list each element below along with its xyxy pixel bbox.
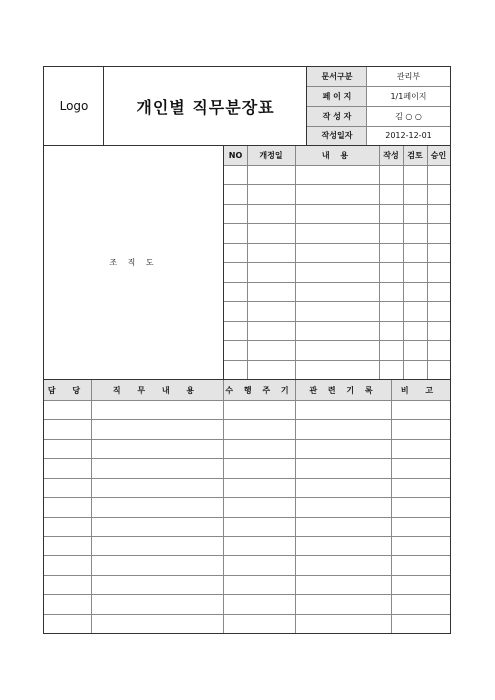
divider [307, 126, 450, 127]
rev-row-line [224, 262, 450, 263]
duty-col-line [391, 380, 392, 633]
logo: Logo [59, 99, 89, 113]
rev-row-line [224, 340, 450, 341]
duty-row-line [44, 419, 450, 420]
rev-col-line [403, 146, 404, 379]
duty-row-line [44, 575, 450, 576]
rev-row-line [224, 301, 450, 302]
rev-col-line [427, 146, 428, 379]
duty-row-line [44, 555, 450, 556]
duty-row-line [44, 497, 450, 498]
rev-row-line [224, 165, 450, 166]
duty-row-line [44, 439, 450, 440]
duty-header-note: 비 고 [391, 380, 450, 400]
divider [307, 86, 450, 87]
meta-value-date: 2012-12-01 [385, 131, 432, 140]
meta-value-doc-type: 관리부 [396, 72, 421, 81]
page-title: 개인별 직무분장표 [136, 97, 275, 117]
meta-value-author: 김 ○ ○ [395, 111, 422, 121]
duty-row-line [44, 478, 450, 479]
meta-label-author: 작 성 자 [307, 106, 367, 126]
rev-row-line [224, 321, 450, 322]
rev-row-line [224, 204, 450, 205]
rev-row-line [224, 360, 450, 361]
duty-col-line [91, 380, 92, 633]
duty-col-line [223, 380, 224, 633]
rev-col-line [247, 146, 248, 379]
rev-row-line [224, 184, 450, 185]
duty-row-line [44, 517, 450, 518]
meta-label-page: 페 이 지 [307, 86, 367, 106]
rev-header-author: 작성 [379, 146, 403, 165]
duty-header-owner: 담 당 [44, 380, 91, 400]
duty-col-line [295, 380, 296, 633]
org-chart-area: 조 직 도 [109, 258, 158, 267]
rev-col-line [379, 146, 380, 379]
duty-row-line [44, 400, 450, 401]
rev-header-approve: 승인 [427, 146, 450, 165]
rev-row-line [224, 282, 450, 283]
duty-assignment-form [43, 66, 451, 634]
duty-row-line [44, 594, 450, 595]
duty-row-line [44, 614, 450, 615]
rev-col-line [295, 146, 296, 379]
duty-header-cycle: 수 행 주 기 [223, 380, 295, 400]
divider [307, 106, 450, 107]
divider [103, 67, 104, 145]
meta-label-date: 작성일자 [307, 126, 367, 145]
duty-row-line [44, 458, 450, 459]
meta-value-page: 1/1페이지 [390, 91, 427, 101]
rev-header-review: 검토 [403, 146, 427, 165]
rev-header-date: 개정일 [247, 146, 295, 165]
duty-header-record: 관 련 기 록 [295, 380, 391, 400]
meta-label-doc-type: 문서구분 [307, 67, 367, 86]
duty-header-content: 직 무 내 용 [91, 380, 223, 400]
rev-row-line [224, 223, 450, 224]
duty-row-line [44, 536, 450, 537]
rev-row-line [224, 243, 450, 244]
rev-header-content: 내 용 [295, 146, 379, 165]
rev-header-no: NO [224, 146, 247, 165]
